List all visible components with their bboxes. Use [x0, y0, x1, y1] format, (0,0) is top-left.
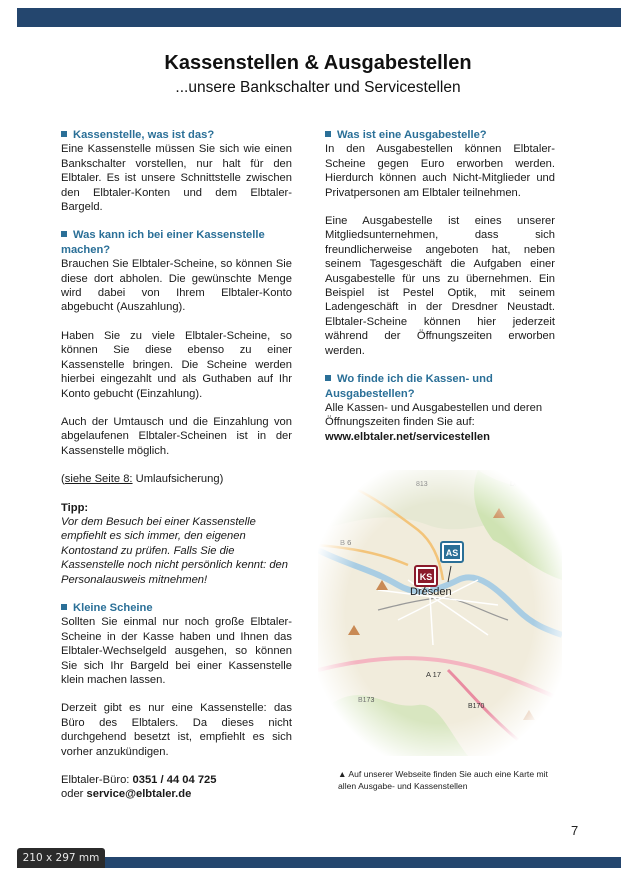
paragraph-auszahlung: Brauchen Sie Elbtaler-Scheine, so können Sie diese dort abholen. Die gewünschte Menge wird dabei von Ihrem Elbtaler-Konto abgebucht (Auszahlung).	[61, 258, 292, 314]
page-title: Kassenstellen & Ausgabestellen	[164, 52, 472, 74]
contact-phone: 0351 / 44 04 725	[132, 774, 217, 787]
contact-phone-line: Elbtaler-Büro: 0351 / 44 04 725	[61, 774, 217, 787]
paragraph-mitgliedsunternehmen: Eine Ausgabestelle ist eines unserer Mitgliedsunternehmen, dass sich freundlicherweise angeboten hat, neben seinem Tagesgeschäft die Aufgaben einer Ausgabestelle für uns zu übernehmen. Ein Beispiel ist Pestel Optik, mit seinem Ladengeschäft in der Dresdner Neustadt. Elbtaler-Scheine können hier jederzeit während der Öffnungszeiten erworben werden.	[325, 215, 555, 357]
service-locations-map	[318, 470, 562, 756]
map-edge-fade	[318, 470, 562, 756]
bottom-bar	[100, 857, 621, 868]
left-column	[61, 128, 292, 802]
paragraph-oeffnungszeiten: Alle Kassen- und Ausgabestellen und deren Öffnungszeiten finden Sie auf:	[325, 401, 543, 429]
page-size-badge: 210 x 297 mm	[17, 848, 105, 868]
contact-email-link[interactable]: service@elbtaler.de	[86, 788, 192, 801]
right-column	[325, 128, 555, 444]
paragraph-buero: Derzeit gibt es nur eine Kassenstelle: das Büro des Elbtalers. Da dieses nicht durchgehend besetzt ist, empfiehlt es sich vorher anzukündigen.	[61, 702, 292, 758]
page-reference: (siehe Seite 8: Umlaufsicherung)	[61, 473, 224, 486]
bullet-square-icon	[61, 131, 67, 137]
page-subtitle: ...unsere Bankschalter und Servicestellen	[175, 79, 461, 96]
paragraph-einzahlung: Haben Sie zu viele Elbtaler-Scheine, so können Sie diese ebenso zu einer Kassenstelle bringen. Die Scheine werden hierbei eingezahlt und als Guthaben auf Ihr Konto gebucht (Einzahlung).	[61, 329, 292, 400]
bullet-square-icon	[325, 131, 331, 137]
page-reference-link[interactable]: siehe Seite 8:	[64, 473, 133, 486]
heading-ausgabestelle: Was ist eine Ausgabestelle?	[325, 128, 555, 142]
paragraph-kleine-scheine: Sollten Sie einmal nur noch große Elbtaler-Scheine in der Kasse haben und Ihnen das Elbtaler-Wechselgeld ausgehen, so können Sie sich Ihr Bargeld bei einer Kassenstelle klein machen lassen.	[61, 616, 292, 686]
page-number: 7	[571, 823, 579, 838]
heading-kassenstelle: Kassenstelle, was ist das?	[61, 128, 292, 142]
heading-was-kann-ich: Was kann ich bei einer Kassenstelle machen?	[61, 229, 265, 256]
paragraph-kassenstelle: Eine Kassenstelle müssen Sie sich wie einen Bankschalter vorstellen, nur halt für den Elbtaler. Es ist unsere Schnittstelle zwischen den Elbtaler-Konten und dem Elbtaler-Bargeld.	[61, 143, 292, 214]
paragraph-umtausch: Auch der Umtausch und die Einzahlung von abgelaufenen Elbtaler-Scheinen ist in der Kassenstelle möglich.	[61, 415, 292, 457]
top-bar	[17, 8, 621, 27]
servicestellen-url-link[interactable]: www.elbtaler.net/servicestellen	[325, 430, 490, 443]
tip-label: Tipp:	[61, 501, 89, 514]
bullet-square-icon	[61, 231, 67, 237]
bullet-square-icon	[325, 375, 331, 381]
tip-text: Vor dem Besuch bei einer Kassenstelle empfiehlt es sich immer, den eigenen Kontostand zu prüfen. Falls Sie die Kassenstelle noch nicht persönlich kennt: den Personalausweis mitnehmen!	[61, 515, 289, 586]
paragraph-ausgabestelle: In den Ausgabestellen können Elbtaler-Scheine gegen Euro erworben werden. Hierdurch können auch Nicht-Mitglieder und Privatpersonen am Elbtaler teilnehmen.	[325, 143, 555, 199]
contact-email-line: oder service@elbtaler.de	[61, 788, 192, 801]
bullet-square-icon	[61, 604, 67, 610]
heading-kleine-scheine: Kleine Scheine	[61, 601, 292, 615]
heading-wo-finde-ich: Wo finde ich die Kassen- und Ausgabestellen?	[325, 373, 493, 400]
map-caption: ▲ Auf unserer Webseite finden Sie auch eine Karte mit allen Ausgabe- und Kassenstellen	[338, 769, 548, 791]
